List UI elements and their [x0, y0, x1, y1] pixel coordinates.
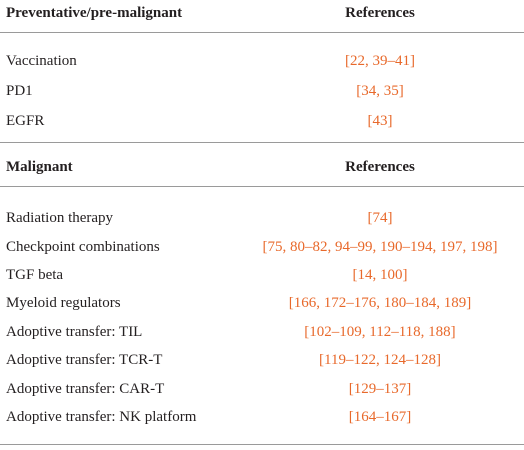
- table-row: [0, 49, 524, 73]
- table-row: [0, 206, 524, 230]
- row-label: Radiation therapy: [6, 210, 114, 226]
- row-label: PD1: [6, 83, 33, 99]
- table-row: [0, 405, 524, 429]
- table-row: [0, 348, 524, 372]
- row-references-link[interactable]: [119–122, 124–128]: [319, 352, 441, 368]
- row-references-link[interactable]: [34, 35]: [356, 83, 404, 99]
- row-label: Adoptive transfer: NK platform: [6, 409, 197, 425]
- header-divider: [0, 186, 524, 187]
- table-row: [0, 79, 524, 103]
- row-references-link[interactable]: [102–109, 112–118, 188]: [304, 324, 456, 340]
- section-header-label: Preventative/pre-malignant: [6, 5, 183, 21]
- header-divider: [0, 32, 524, 33]
- row-label: Checkpoint combinations: [6, 239, 160, 255]
- row-label: EGFR: [6, 113, 45, 129]
- section-header-preventative: [0, 1, 524, 25]
- section-header-label: Malignant: [6, 159, 73, 175]
- row-references-link[interactable]: [74]: [367, 210, 393, 226]
- row-references-link[interactable]: [14, 100]: [352, 267, 408, 283]
- row-references-link[interactable]: [164–167]: [348, 409, 412, 425]
- references-column-header: References: [345, 5, 415, 21]
- row-references-link[interactable]: [166, 172–176, 180–184, 189]: [288, 295, 472, 311]
- row-label: Adoptive transfer: TIL: [6, 324, 143, 340]
- table-bottom-rule: [0, 444, 524, 445]
- table-row: [0, 109, 524, 133]
- row-label: Myeloid regulators: [6, 295, 121, 311]
- row-label: Vaccination: [6, 53, 77, 69]
- table-row: [0, 235, 524, 259]
- table-row: [0, 291, 524, 315]
- row-references-link[interactable]: [43]: [367, 113, 393, 129]
- row-label: Adoptive transfer: CAR-T: [6, 381, 165, 397]
- row-label: Adoptive transfer: TCR-T: [6, 352, 163, 368]
- section-divider: [0, 142, 524, 143]
- row-references-link[interactable]: [129–137]: [348, 381, 412, 397]
- table-row: [0, 377, 524, 401]
- references-column-header: References: [345, 159, 415, 175]
- section-header-malignant: [0, 155, 524, 179]
- row-references-link[interactable]: [22, 39–41]: [345, 53, 415, 69]
- table-row: [0, 263, 524, 287]
- row-label: TGF beta: [6, 267, 64, 283]
- row-references-link[interactable]: [75, 80–82, 94–99, 190–194, 197, 198]: [262, 239, 498, 255]
- table-row: [0, 320, 524, 344]
